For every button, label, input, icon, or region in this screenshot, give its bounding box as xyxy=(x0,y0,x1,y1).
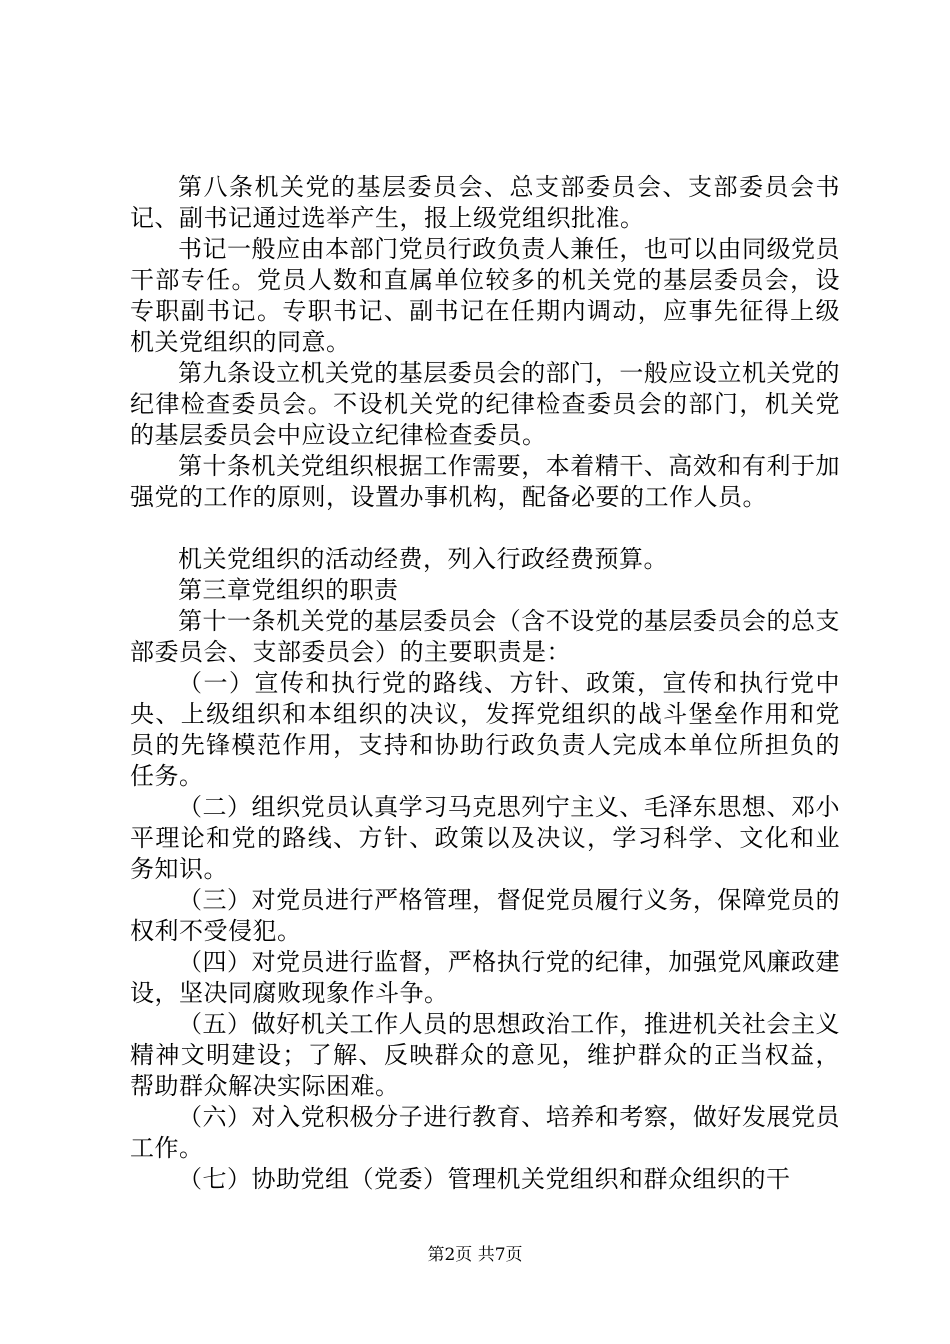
list-item-2: （二）组织党员认真学习马克思列宁主义、毛泽东思想、邓小平理论和党的路线、方针、政策以及决议，学习科学、文化和业务知识。 xyxy=(130,793,840,883)
paragraph-secretary: 书记一般应由本部门党员行政负责人兼任，也可以由同级党员干部专任。党员人数和直属单位较多的机关党的基层委员会，设专职副书记。专职书记、副书记在任期内调动，应事先征得上级机关党组织的同意。 xyxy=(130,235,840,356)
paragraph-article-11: 第十一条机关党的基层委员会（含不设党的基层委员会的总支部委员会、支部委员会）的主要职责是： xyxy=(130,607,840,666)
paragraph-article-8: 第八条机关党的基层委员会、总支部委员会、支部委员会书记、副书记通过选举产生，报上级党组织批准。 xyxy=(130,173,840,232)
paragraph-article-9: 第九条设立机关党的基层委员会的部门，一般应设立机关党的纪律检查委员会。不设机关党的纪律检查委员会的部门，机关党的基层委员会中应设立纪律检查委员。 xyxy=(130,359,840,449)
list-item-4: （四）对党员进行监督，严格执行党的纪律，加强党风廉政建设，坚决同腐败现象作斗争。 xyxy=(130,948,840,1007)
list-item-3: （三）对党员进行严格管理，督促党员履行义务，保障党员的权利不受侵犯。 xyxy=(130,886,840,945)
list-item-6: （六）对入党积极分子进行教育、培养和考察，做好发展党员工作。 xyxy=(130,1103,840,1162)
list-item-5: （五）做好机关工作人员的思想政治工作，推进机关社会主义精神文明建设；了解、反映群众的意见，维护群众的正当权益，帮助群众解决实际困难。 xyxy=(130,1010,840,1100)
chapter-heading: 第三章党组织的职责 xyxy=(178,576,399,604)
list-item-7: （七）协助党组（党委）管理机关党组织和群众组织的干 xyxy=(178,1165,791,1193)
list-item-1: （一）宣传和执行党的路线、方针、政策，宣传和执行党中央、上级组织和本组织的决议，发挥党组织的战斗堡垒作用和党员的先锋模范作用，支持和协助行政负责人完成本单位所担负的任务。 xyxy=(130,669,840,790)
paragraph-article-10: 第十条机关党组织根据工作需要，本着精干、高效和有利于加强党的工作的原则，设置办事机构，配备必要的工作人员。 xyxy=(130,452,840,511)
page-footer: 第2页 共7页 xyxy=(427,1245,523,1265)
paragraph-funding: 机关党组织的活动经费，列入行政经费预算。 xyxy=(178,545,668,573)
document-body xyxy=(130,172,840,1195)
